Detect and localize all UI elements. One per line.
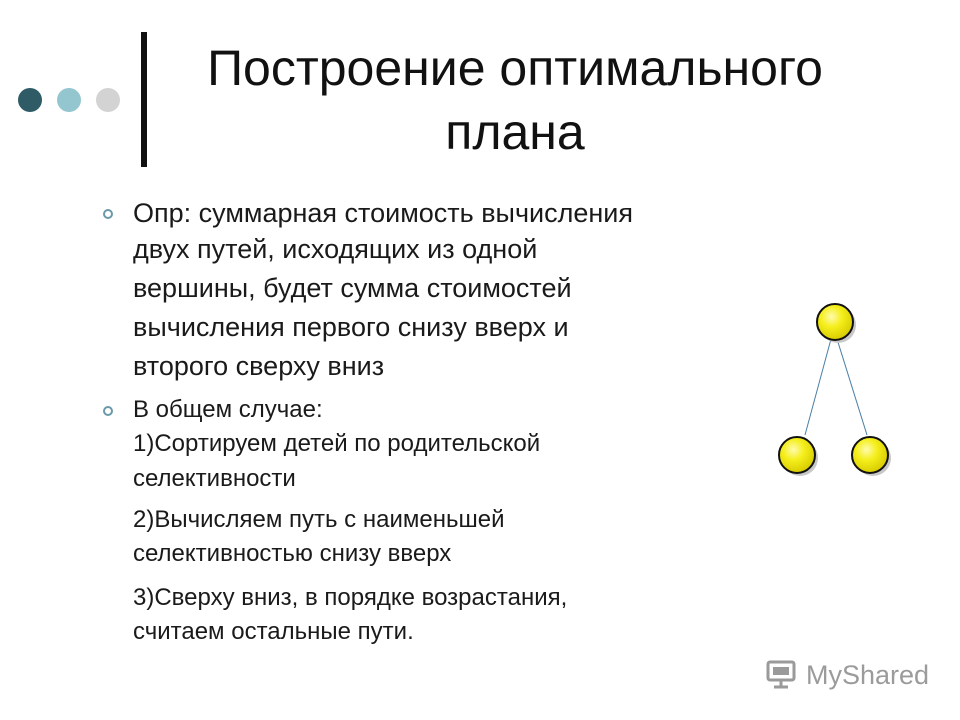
decor-dot-dark — [18, 88, 42, 112]
myshared-logo — [766, 655, 930, 695]
bullet-2-line-2: 1)Сортируем детей по родительской — [133, 430, 541, 457]
bullet-2-line-3: селективности — [133, 465, 296, 492]
title-line-1: Построение оптимального — [207, 40, 823, 96]
presentation-board-icon — [766, 659, 796, 689]
bullet-1-line-2: двух путей, исходящих из одной — [133, 234, 538, 264]
bullet-circle-icon — [103, 209, 113, 219]
bullet-2-line-1: В общем случае: — [133, 396, 323, 423]
step-3-line-1: 3)Сверху вниз, в порядке возрастания, — [133, 584, 568, 611]
logo-text: MyShared — [806, 660, 930, 690]
bullet-circle-icon — [103, 406, 113, 416]
tree-node-left — [779, 437, 815, 473]
page-title — [165, 36, 865, 164]
tree-node-root — [817, 304, 853, 340]
bullet-1-line-1: Опр: суммарная стоимость вычисления — [133, 198, 634, 228]
tree-diagram — [770, 295, 900, 485]
bullet-1-line-3: вершины, будет сумма стоимостей — [133, 273, 572, 303]
step-2-line-2: селективностью снизу вверх — [133, 540, 452, 567]
decor-dot-teal — [57, 88, 81, 112]
decor-dot-gray — [96, 88, 120, 112]
tree-node-right — [852, 437, 888, 473]
bullet-1-line-5: второго сверху вниз — [133, 351, 385, 381]
title-line-2: плана — [445, 104, 585, 160]
title-rule — [141, 32, 147, 167]
step-3-line-2: считаем остальные пути. — [133, 618, 414, 645]
tree-edge-left — [805, 339, 831, 435]
tree-edge-right — [837, 339, 867, 435]
step-2-line-1: 2)Вычисляем путь с наименьшей — [133, 506, 505, 533]
bullet-1-line-4: вычисления первого снизу вверх и — [133, 312, 569, 342]
